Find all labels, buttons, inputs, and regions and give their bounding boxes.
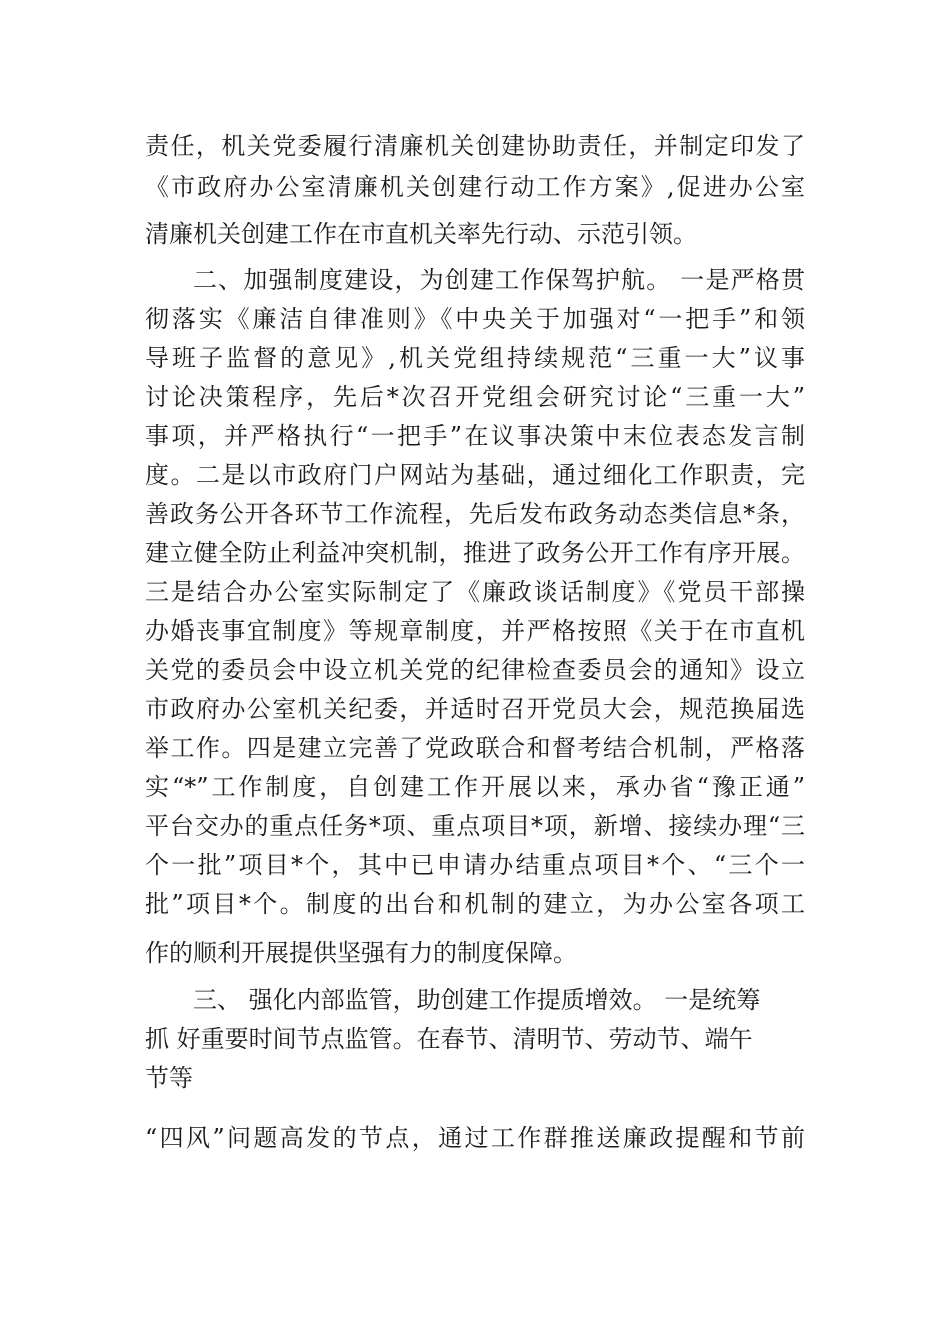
paragraph-2-line-16: 个一批”项目*个，其中已申请办结重点项目*个、“三个一 — [145, 851, 805, 879]
paragraph-2-line-2: 彻落实《廉洁自律准则》《中央关于加强对“一把手”和领 — [145, 305, 805, 333]
paragraph-2-line-6: 度。二是以市政府门户网站为基础，通过细化工作职责，完 — [145, 461, 805, 489]
paragraph-2-line-12: 市政府办公室机关纪委，并适时召开党员大会，规范换届选 — [145, 695, 805, 723]
paragraph-2-line-13: 举工作。四是建立完善了党政联合和督考结合机制，严格落 — [145, 734, 805, 762]
paragraph-2-line-8: 建立健全防止利益冲突机制，推进了政务公开工作有序开展。 — [145, 539, 805, 567]
paragraph-2-line-9: 三是结合办公室实际制定了《廉政谈话制度》《党员干部操 — [145, 578, 805, 606]
paragraph-2-line-15: 平台交办的重点任务*项、重点项目*项，新增、接续办理“三 — [145, 812, 805, 840]
paragraph-2-line-1: 二、加强制度建设，为创建工作保驾护航。 一是严格贯 — [193, 266, 805, 294]
paragraph-2-line-17: 批”项目*个。制度的出台和机制的建立，为办公室各项工 — [145, 890, 805, 918]
paragraph-1-line-1: 责任，机关党委履行清廉机关创建协助责任，并制定印发了 — [145, 132, 805, 160]
paragraph-2-line-11: 关党的委员会中设立机关党的纪律检查委员会的通知》设立 — [145, 656, 805, 684]
paragraph-2-line-18: 作的顺利开展提供坚强有力的制度保障。 — [145, 939, 577, 967]
paragraph-3-line-4: “四风”问题高发的节点，通过工作群推送廉政提醒和节前 — [145, 1124, 805, 1152]
paragraph-1-line-2: 《市政府办公室清廉机关创建行动工作方案》,促进办公室 — [145, 173, 805, 201]
paragraph-2-line-4: 讨论决策程序，先后*次召开党组会研究讨论“三重一大” — [145, 383, 805, 411]
paragraph-2-line-14: 实“*”工作制度，自创建工作开展以来，承办省“豫正通” — [145, 773, 805, 801]
paragraph-3-line-2: 抓 好重要时间节点监管。在春节、清明节、劳动节、端午 — [145, 1025, 753, 1053]
paragraph-3-line-1: 三、 强化内部监管，助创建工作提质增效。 一是统筹 — [193, 986, 761, 1014]
paragraph-3-line-3: 节等 — [145, 1064, 193, 1092]
paragraph-2-line-3: 导班子监督的意见》,机关党组持续规范“三重一大”议事 — [145, 344, 805, 372]
paragraph-2-line-5: 事项，并严格执行“一把手”在议事决策中末位表态发言制 — [145, 422, 805, 450]
paragraph-2-line-10: 办婚丧事宜制度》等规章制度，并严格按照《关于在市直机 — [145, 617, 805, 645]
paragraph-1-line-3: 清廉机关创建工作在市直机关率先行动、示范引领。 — [145, 220, 697, 248]
paragraph-2-line-7: 善政务公开各环节工作流程，先后发布政务动态类信息*条， — [145, 500, 805, 528]
